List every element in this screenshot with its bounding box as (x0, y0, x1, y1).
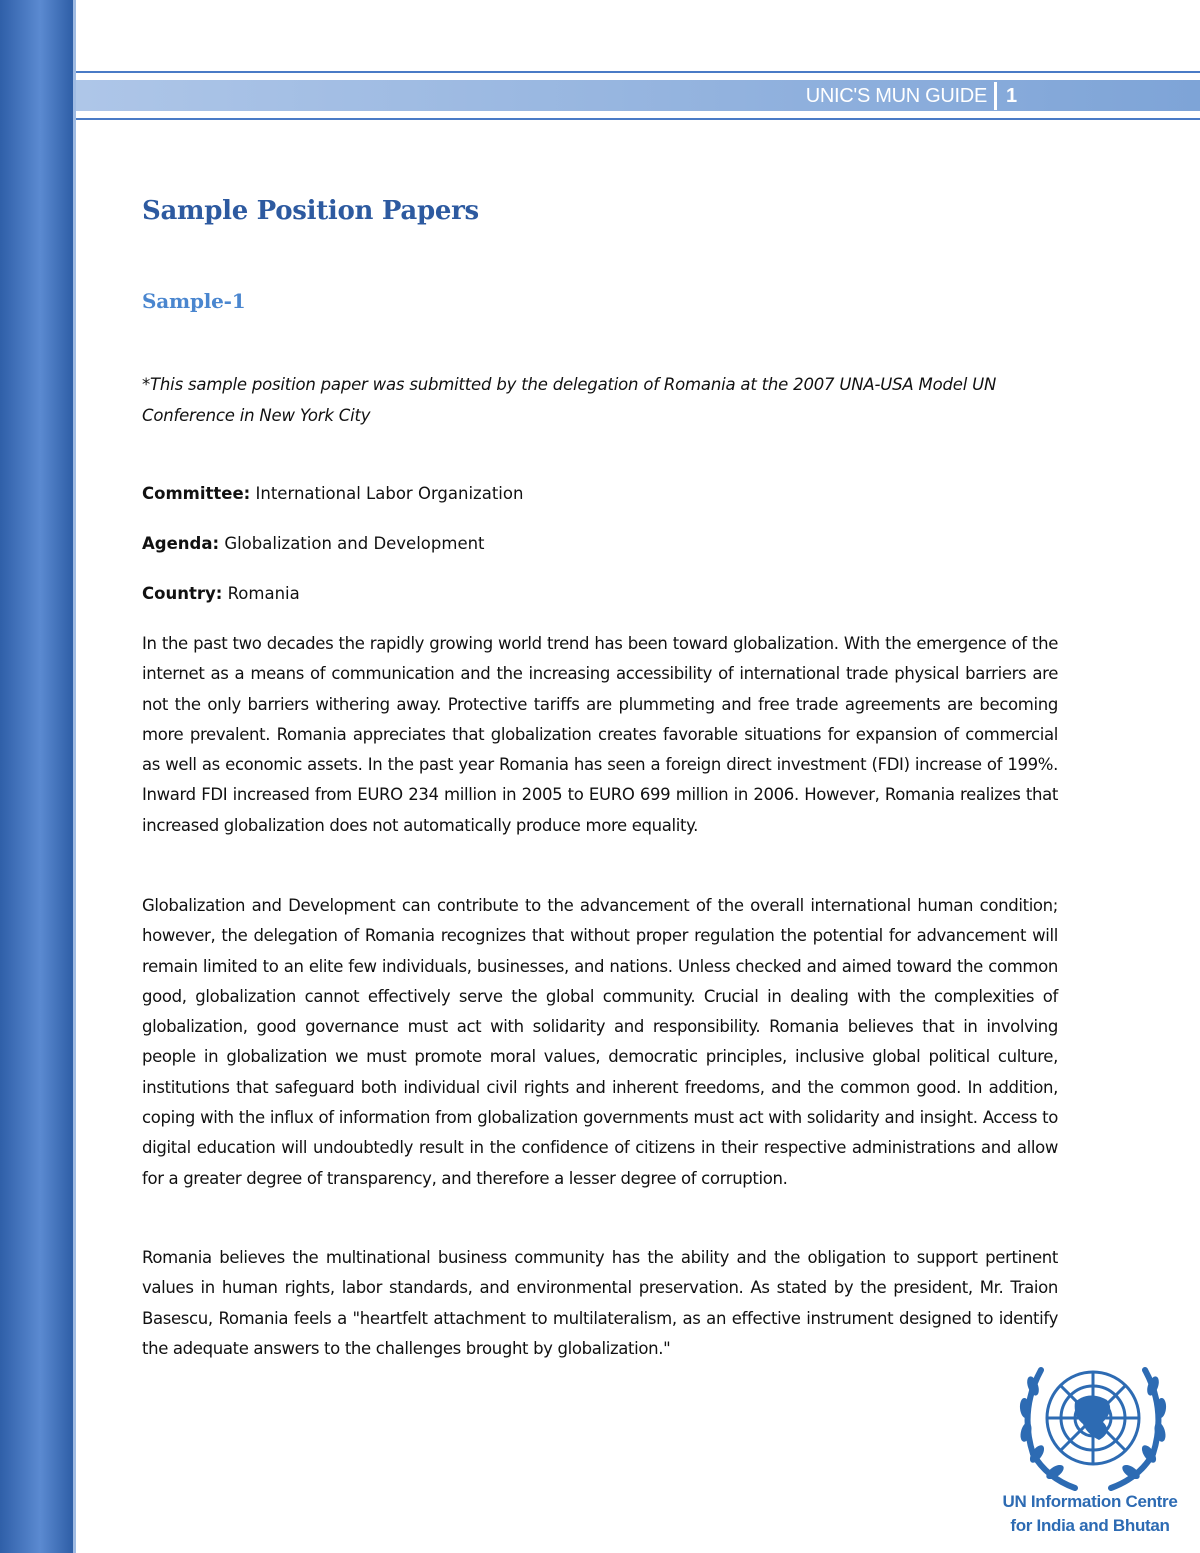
submission-note: *This sample position paper was submitted by the delegation of Romania at the 2007 UNA-USA Model UN Conference in New York City (142, 375, 997, 425)
agenda-value: Globalization and Development (224, 534, 485, 553)
paragraph-2: Globalization and Development can contribute to the advancement of the overall international human condition; however, the delegation of Romania recognizes that without proper regulation the potential for advancement will remain limited to an elite few individuals, businesses, and nations. Unless checked and aimed toward the common good, globalization cannot effectively serve the global community. Crucial in dealing with the complexities of globalization, good governance must act with solidarity and responsibility. Romania believes that in involving people in globalization we must promote moral values, democratic principles, inclusive global political culture, institutions that safeguard both individual civil rights and inherent freedoms, and the common good. In addition, coping with the influx of information from globalization governments must act with solidarity and insight. Access to digital education will undoubtedly result in the confidence of citizens in their respective administrations and allow for a greater degree of transparency, and therefore a lesser degree of corruption. (142, 896, 1058, 1188)
unic-logo-caption (985, 1490, 1195, 1538)
paragraph-1: In the past two decades the rapidly growing world trend has been toward globalization. With the emergence of the internet as a means of communication and the increasing accessibility of international trade physical barriers are not the only barriers withering away. Protective tariffs are plummeting and free trade agreements are becoming more prevalent. Romania appreciates that globalization creates favorable situations for expansion of commercial as well as economic assets. In the past year Romania has seen a foreign direct investment (FDI) increase of 199%. Inward FDI increased from EURO 234 million in 2005 to EURO 699 million in 2006. However, Romania realizes that increased globalization does not automatically produce more equality. (142, 634, 1058, 835)
committee-field (142, 482, 523, 506)
logo-line-2: for India and Bhutan (1010, 1516, 1170, 1535)
running-header-title: UNIC'S MUN GUIDE (805, 85, 987, 107)
paragraph-3: Romania believes the multinational business community has the ability and the obligation to support pertinent values in human rights, labor standards, and environmental preservation. As stated by the president, Mr. Traion Basescu, Romania feels a "heartfelt attachment to multilateralism, as an effective instrument designed to identify the adequate answers to the challenges brought by globalization." (142, 1248, 1058, 1358)
header-rule-top (76, 71, 1200, 73)
committee-value: International Labor Organization (255, 484, 524, 503)
logo-line-1: UN Information Centre (1002, 1492, 1178, 1511)
country-field (142, 582, 300, 606)
page-number: 1 (1006, 85, 1018, 107)
agenda-field (142, 532, 485, 556)
left-bar-edge (73, 0, 76, 1553)
agenda-label: Agenda: (142, 534, 220, 553)
left-decorative-bar (0, 0, 73, 1553)
section-title: Sample-1 (142, 289, 246, 313)
country-label: Country: (142, 584, 223, 603)
header-band (76, 80, 1200, 111)
country-value: Romania (227, 584, 300, 603)
committee-label: Committee: (142, 484, 251, 503)
header-rule-bottom (76, 118, 1200, 120)
header-separator (994, 82, 997, 110)
page-title: Sample Position Papers (142, 196, 479, 226)
